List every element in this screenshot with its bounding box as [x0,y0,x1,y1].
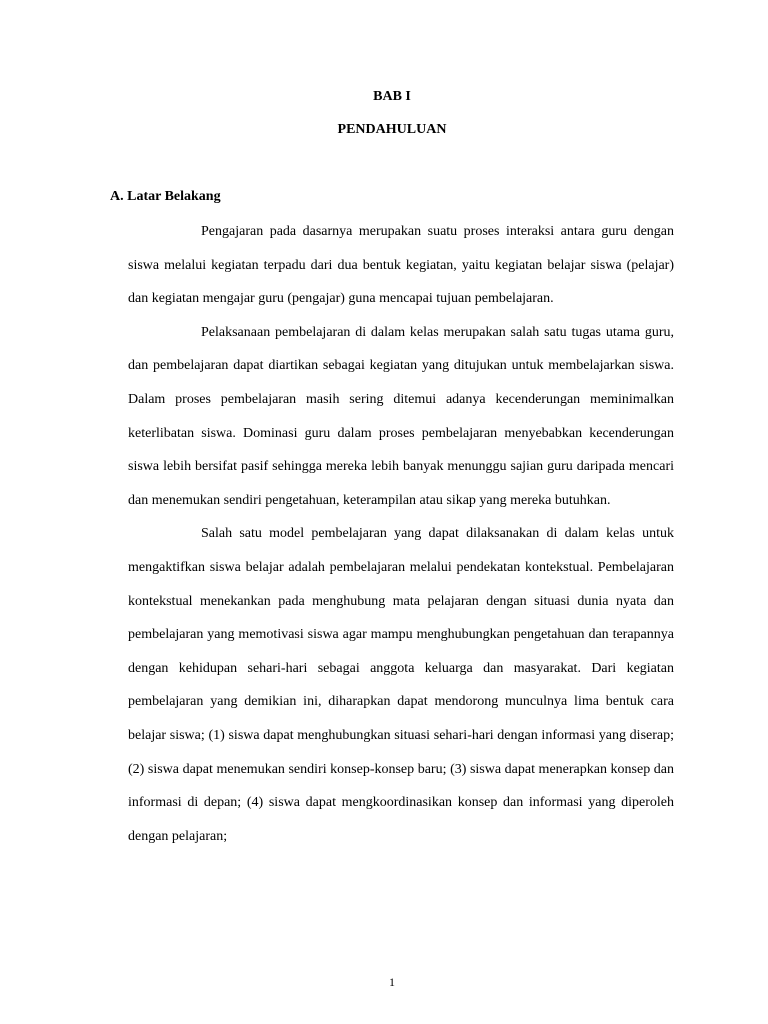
chapter-number: BAB I [373,89,411,104]
chapter-title: PENDAHULUAN [337,122,447,137]
paragraph: Salah satu model pembelajaran yang dapat dilaksanakan di dalam kelas untuk mengaktifkan siswa belajar adalah pembelajaran melalui pendekatan kontekstual. Pembelajaran kontekstual menekankan pada menghubung mata pelajaran dengan situasi dunia nyata dan pembelajaran yang memotivasi siswa agar mampu menghubungkan pengetahuan dan terapannya dengan kehidupan sehari-hari sebagai anggota keluarga dan masyarakat. Dari kegiatan pembelajaran yang demikian ini, diharapkan dapat mendorong munculnya lima bentuk cara belajar siswa; (1) siswa dapat menghubungkan situasi sehari-hari dengan informasi yang diserap; (2) siswa dapat menemukan sendiri konsep-konsep baru; (3) siswa dapat menerapkan konsep dan informasi di depan; (4) siswa dapat mengkoordinasikan konsep dan informasi yang diperoleh dengan pelajaran; [128,526,674,844]
section-heading: A. Latar Belakang [110,189,221,204]
page-number: 1 [389,975,395,989]
paragraph: Pelaksanaan pembelajaran di dalam kelas merupakan salah satu tugas utama guru, dan pembelajaran dapat diartikan sebagai kegiatan yang ditujukan untuk membelajarkan siswa. Dalam proses pembelajaran masih sering ditemui adanya kecenderungan meminimalkan keterlibatan siswa. Dominasi guru dalam proses pembelajaran menyebabkan kecenderungan siswa lebih bersifat pasif sehingga mereka lebih banyak menunggu sajian guru daripada mencari dan menemukan sendiri pengetahuan, keterampilan atau sikap yang mereka butuhkan. [128,324,674,508]
paragraph: Pengajaran pada dasarnya merupakan suatu proses interaksi antara guru dengan siswa melalui kegiatan terpadu dari dua bentuk kegiatan, yaitu kegiatan belajar siswa (pelajar) dan kegiatan mengajar guru (pengajar) guna mencapai tujuan pembelajaran. [128,224,674,307]
body-text [128,215,674,853]
